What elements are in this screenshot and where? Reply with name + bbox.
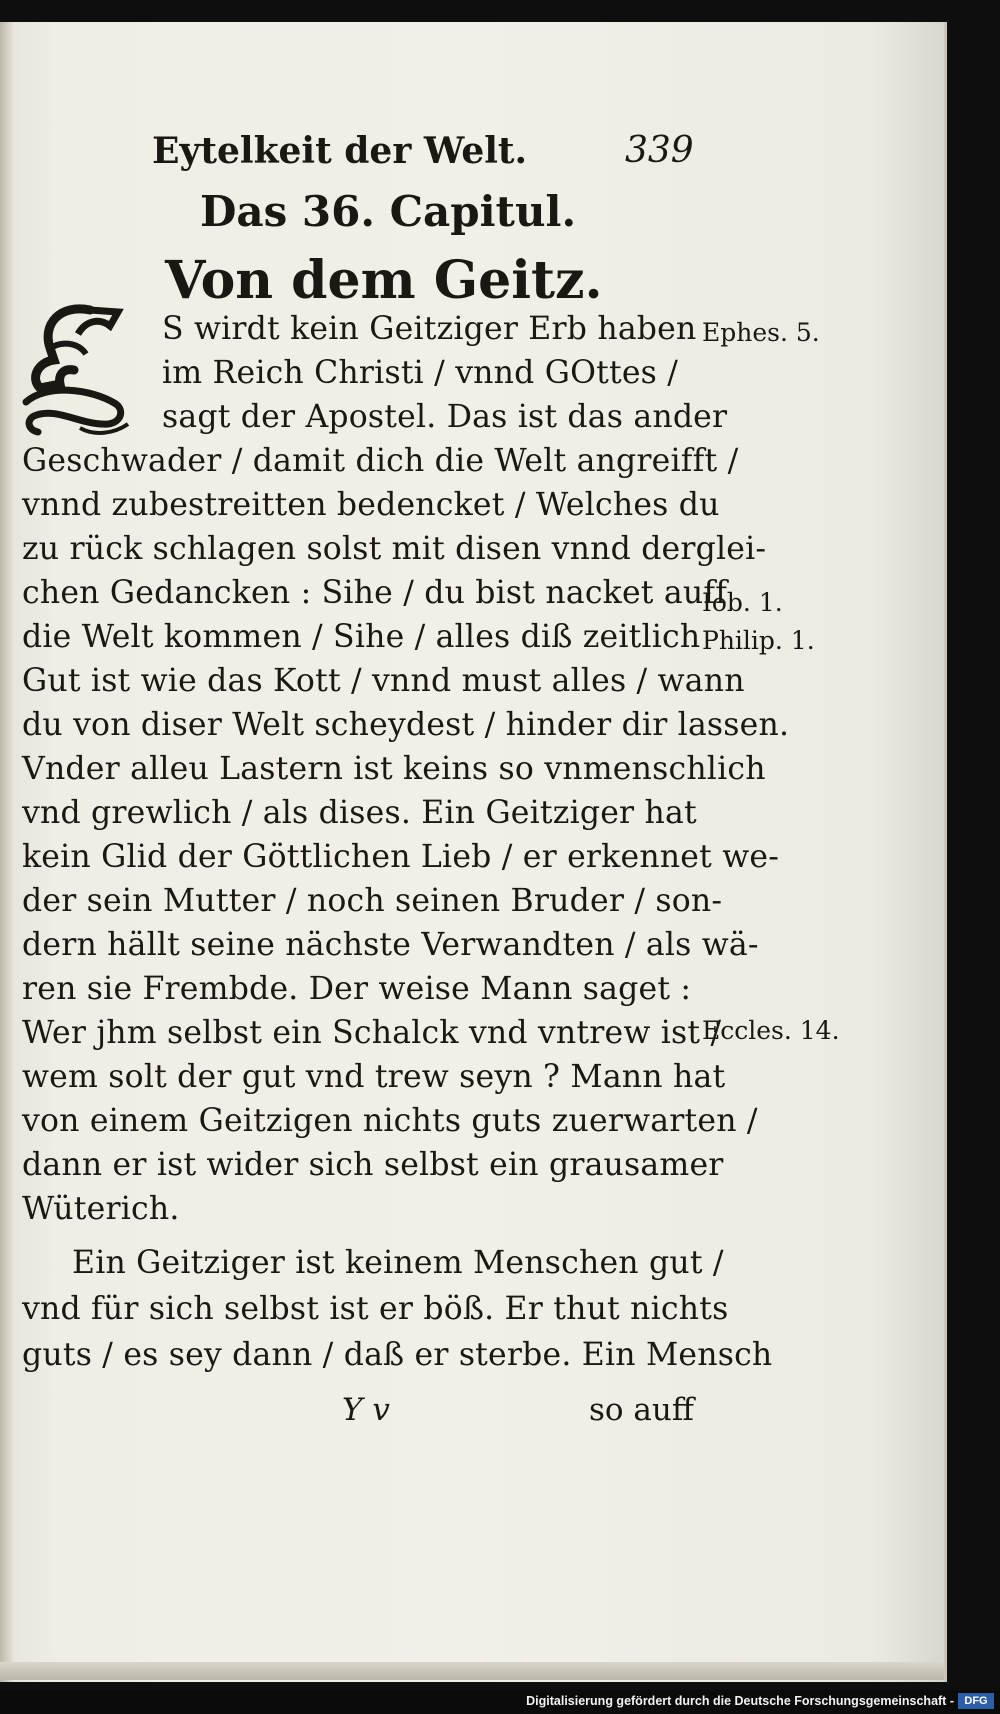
running-head: Eytelkeit der Welt. <box>152 130 528 172</box>
page-number: 339 <box>625 130 694 171</box>
body-line: von einem Geitzigen nichts guts zuerwarten / <box>22 1103 758 1139</box>
catchword: so auff <box>589 1392 694 1428</box>
body-line: der sein Mutter / noch seinen Bruder / son- <box>22 883 723 919</box>
body-line: kein Glid der Göttlichen Lieb / er erkennet we- <box>22 839 780 875</box>
body-line: dern hällt seine nächste Verwandten / als wä- <box>22 927 759 963</box>
body-line: im Reich Christi / vnnd GOttes / <box>162 355 679 391</box>
marginal-note: Ephes. 5. <box>702 318 820 347</box>
body-line: wem solt der gut vnd trew seyn ? Mann hat <box>22 1059 726 1095</box>
decorated-initial-e <box>20 304 132 440</box>
body-line: Wüterich. <box>22 1191 180 1227</box>
body-line: sagt der Apostel. Das ist das ander <box>162 399 728 435</box>
chapter-heading: Das 36. Capitul. <box>200 187 577 236</box>
body-line: Wer jhm selbst ein Schalck vnd vntrew ist / <box>22 1015 722 1051</box>
footer-credit: Digitalisierung gefördert durch die Deutsche Forschungsgemeinschaft - <box>526 1694 954 1708</box>
marginal-note: Eccles. 14. <box>702 1016 840 1045</box>
body-line: vnd für sich selbst ist er böß. Er thut nichts <box>22 1291 729 1327</box>
digitization-footer <box>0 1690 1000 1714</box>
book-page <box>0 22 947 1682</box>
body-line: Geschwader / damit dich die Welt angreifft / <box>22 443 739 479</box>
body-line: dann er ist wider sich selbst ein grausamer <box>22 1147 724 1183</box>
body-line: chen Gedancken : Sihe / du bist nacket auff <box>22 575 728 611</box>
dfg-logo: DFG <box>958 1693 994 1709</box>
chapter-title: Von dem Geitz. <box>165 250 603 311</box>
body-line: guts / es sey dann / daß er sterbe. Ein Mensch <box>22 1337 773 1373</box>
marginal-note: Iob. 1. <box>702 588 783 617</box>
body-line: vnd grewlich / als dises. Ein Geitziger hat <box>22 795 697 831</box>
body-line: du von diser Welt scheydest / hinder dir lassen. <box>22 707 790 743</box>
signature-mark: Y v <box>342 1392 390 1428</box>
body-line: die Welt kommen / Sihe / alles diß zeitlich <box>22 619 701 655</box>
body-line: vnnd zubestreitten bedencket / Welches du <box>22 487 720 523</box>
body-line: Ein Geitziger ist keinem Menschen gut / <box>72 1245 724 1281</box>
body-line: S wirdt kein Geitziger Erb haben <box>162 311 697 347</box>
body-line: Gut ist wie das Kott / vnnd must alles / wann <box>22 663 745 699</box>
body-line: Vnder alleu Lastern ist keins so vnmenschlich <box>22 751 766 787</box>
body-line: ren sie Frembde. Der weise Mann saget : <box>22 971 692 1007</box>
page-edge <box>0 1662 944 1680</box>
body-line: zu rück schlagen solst mit disen vnnd derglei- <box>22 531 767 567</box>
marginal-note: Philip. 1. <box>702 626 815 655</box>
